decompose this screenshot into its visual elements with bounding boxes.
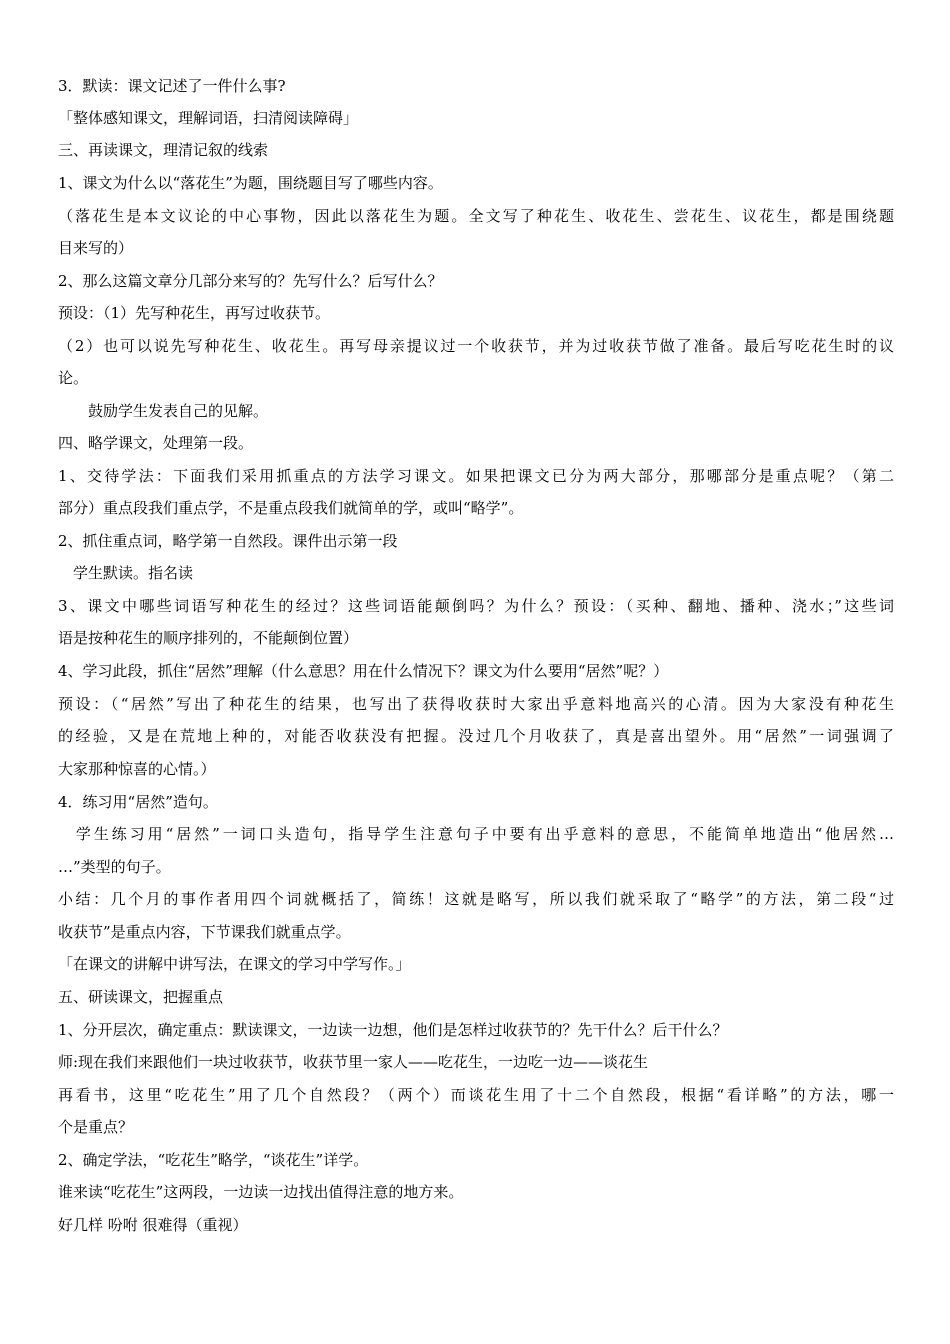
text-line: 4、学习此段，抓住“居然”理解（什么意思？用在什么情况下？课文为什么要用“居然”呢？） (58, 662, 669, 680)
text-line: （2）也可以说先写种花生、收花生。再写母亲提议过一个收获节，并为过收获节做了准备。最后写吃花生时的议 (58, 337, 894, 355)
text-line: 谁来读“吃花生”这两段，一边读一边找出值得注意的地方来。 (58, 1183, 464, 1201)
text-line: 好几样 吩咐 很难得（重视） (58, 1216, 248, 1234)
text-line: 1、课文为什么以“落花生”为题，围绕题目写了哪些内容。 (58, 174, 443, 192)
text-line: 2、那么这篇文章分几部分来写的？先写什么？后写什么？ (58, 272, 443, 290)
text-line: 语是按种花生的顺序排列的，不能颠倒位置） (58, 629, 359, 647)
text-line: 目来写的） (58, 239, 134, 257)
text-line: （落花生是本文议论的中心事物，因此以落花生为题。全文写了种花生、收花生、尝花生、议花生，都是围绕题 (58, 207, 894, 225)
text-line: 预设：（“居然”写出了种花生的结果，也写出了获得收获时大家出乎意料地高兴的心清。因为大家没有种花生 (58, 695, 894, 713)
section-heading: 五、研读课文，把握重点 (58, 988, 224, 1006)
text-line: 再看书，这里“吃花生”用了几个自然段？（两个）而谈花生用了十二个自然段，根据“看详略”的方法，哪一 (58, 1086, 894, 1104)
section-heading: 四、略学课文，处理第一段。 (58, 434, 254, 452)
text-line: 鼓励学生发表自己的见解。 (58, 402, 269, 420)
text-line: 3、课文中哪些词语写种花生的经过？这些词语能颠倒吗？为什么？预设：（买种、翻地、播种、浇水；”这些词 (58, 597, 894, 615)
text-line: 论。 (58, 369, 89, 387)
text-line: 师:现在我们来跟他们一块过收获节，收获节里一家人——吃花生，一边吃一边——谈花生 (58, 1053, 649, 1071)
text-line: 预设：（1）先写种花生，再写过收获节。 (58, 304, 331, 322)
text-line: 部分）重点段我们重点学，不是重点段我们就简单的学，或叫“略学”。 (58, 499, 524, 517)
text-line: 收获节”是重点内容，下节课我们就重点学。 (58, 923, 351, 941)
text-line: 「在课文的讲解中讲写法，在课文的学习中学写作。」 (58, 955, 411, 973)
text-line: 2、抓住重点词，略学第一自然段。课件出示第一段 (58, 532, 398, 550)
text-line: 个是重点？ (58, 1118, 134, 1136)
text-line: 3．默读：课文记述了一件什么事? (58, 77, 286, 95)
text-line: 大家那种惊喜的心情。） (58, 760, 216, 778)
text-line: 学生练习用“居然”一词口头造句，指导学生注意句子中要有出乎意料的意思，不能简单地造出“他居然… (58, 825, 894, 843)
text-line: 1、分开层次，确定重点：默读课文，一边读一边想，他们是怎样过收获节的？先干什么？后干什么？ (58, 1021, 728, 1039)
text-line: 2、确定学法，“吃花生”略学，“谈花生”详学。 (58, 1151, 369, 1169)
text-line: 小结：几个月的事作者用四个词就概括了，简练！这就是略写，所以我们就采取了“略学”的方法，第二段“过 (58, 890, 894, 908)
section-heading: 三、再读课文，理清记叙的线索 (58, 141, 269, 159)
text-line: 的经验，又是在荒地上种的，对能否收获没有把握。没过几个月收获了，真是喜出望外。用“居然”一词强调了 (58, 727, 894, 745)
text-line: …”类型的句子。 (58, 858, 171, 876)
text-line: 「整体感知课文，理解词语，扫清阅读障碍」 (58, 109, 359, 127)
text-line: 1、交待学法：下面我们采用抓重点的方法学习课文。如果把课文已分为两大部分，那哪部分是重点呢？（第二 (58, 467, 894, 485)
text-line: 学生默读。指名读 (58, 564, 194, 582)
text-line: 4．练习用“居然”造句。 (58, 793, 218, 811)
